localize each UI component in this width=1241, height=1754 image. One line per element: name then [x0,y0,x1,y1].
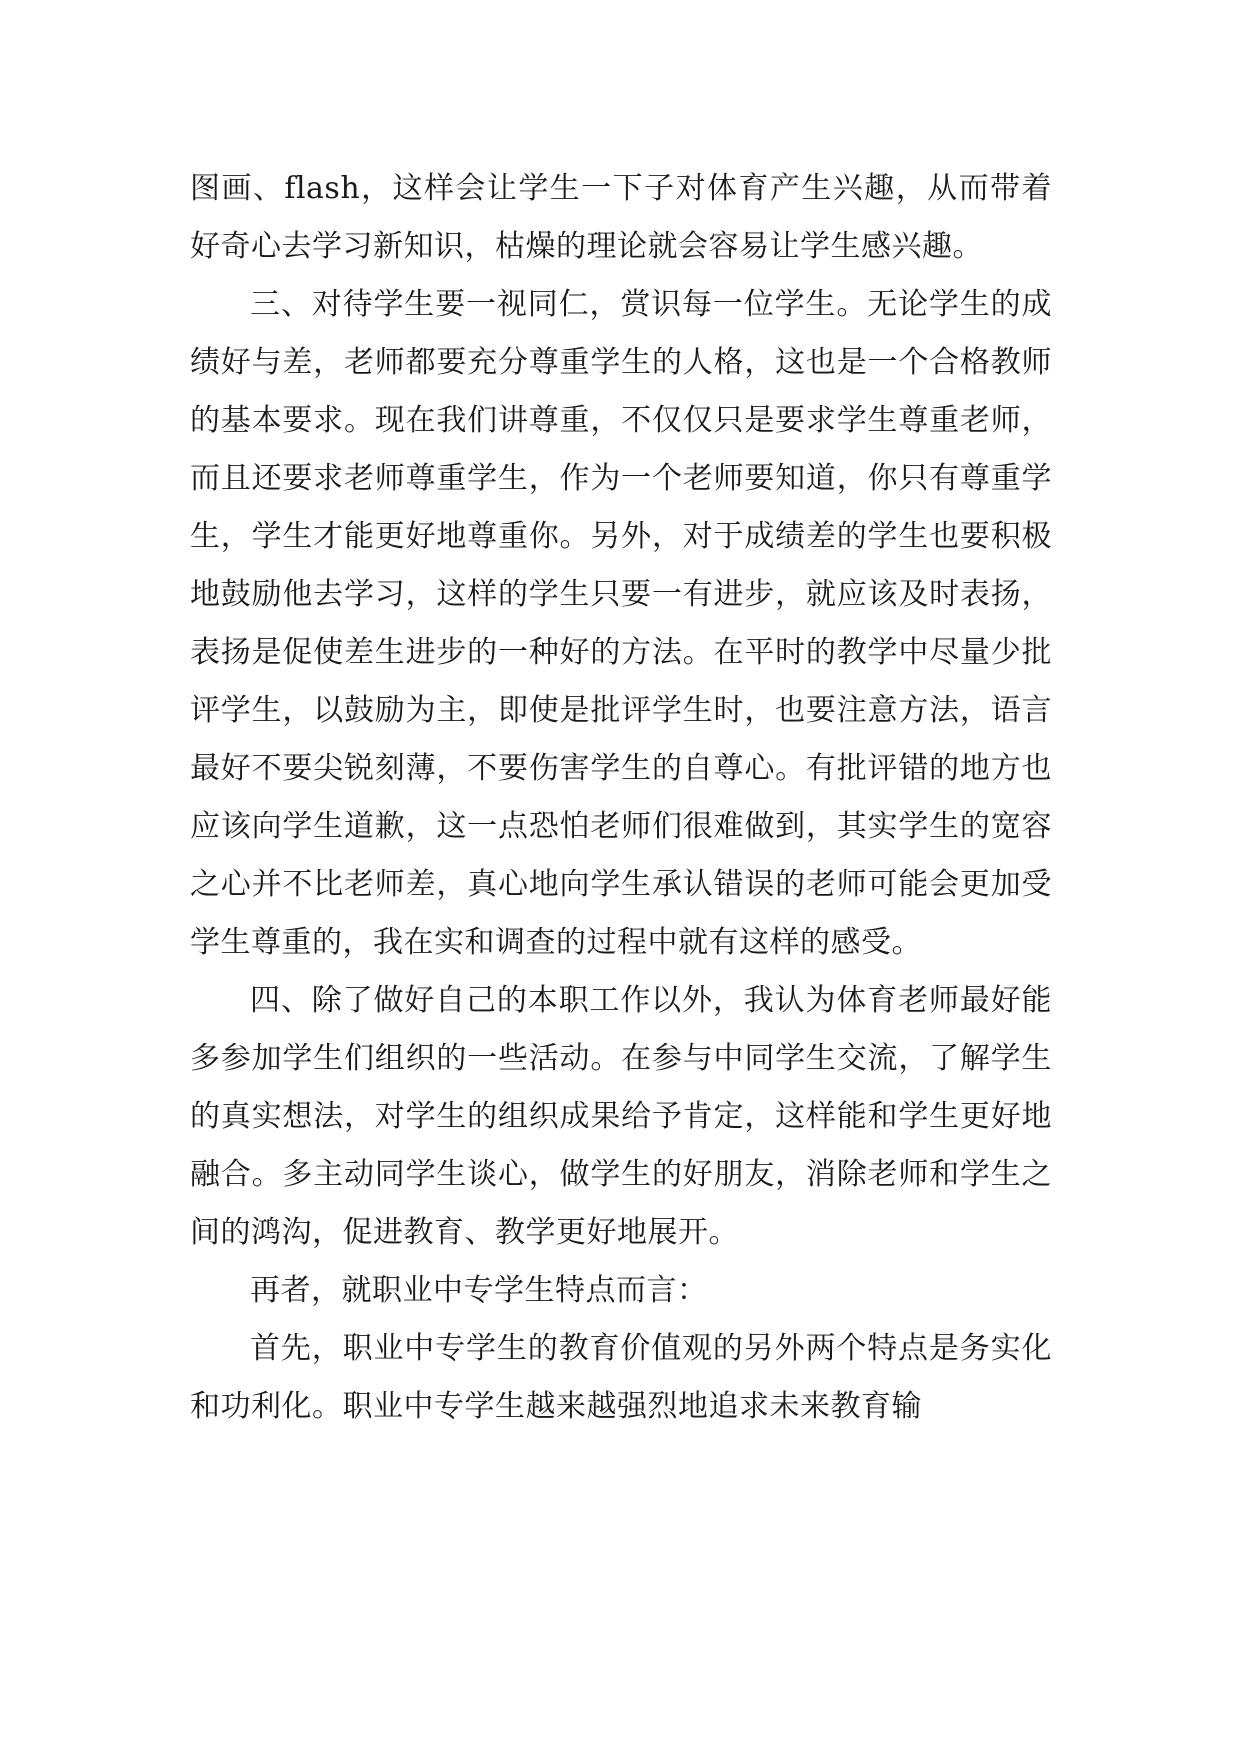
paragraph-point-four: 四、除了做好自己的本职工作以外，我认为体育老师最好能多参加学生们组织的一些活动。在参与中同学生交流，了解学生的真实想法，对学生的组织成果给予肯定，这样能和学生更好地融合。多主动同学生谈心，做学生的好朋友，消除老师和学生之间的鸿沟，促进教育、教学更好地展开。 [190,983,1052,1250]
paragraph-point-three: 三、对待学生要一视同仁，赏识每一位学生。无论学生的成绩好与差，老师都要充分尊重学生的人格，这也是一个合格教师的基本要求。现在我们讲尊重，不仅仅只是要求学生尊重老师，而且还要求老师尊重学生，作为一个老师要知道，你只有尊重学生，学生才能更好地尊重你。另外，对于成绩差的学生也要积极地鼓励他去学习，这样的学生只要一有进步，就应该及时表扬，表扬是促使差生进步的一种好的方法。在平时的教学中尽量少批评学生，以鼓励为主，即使是批评学生时，也要注意方法，语言最好不要尖锐刻薄，不要伤害学生的自尊心。有批评错的地方也应该向学生道歉，这一点恐怕老师们很难做到，其实学生的宽容之心并不比老师差，真心地向学生承认错误的老师可能会更加受学生尊重的，我在实和调查的过程中就有这样的感受。 [190,287,1052,960]
paragraph-continuation: 图画、flash，这样会让学生一下子对体育产生兴趣，从而带着好奇心去学习新知识，枯燥的理论就会容易让学生感兴趣。 [190,171,1052,264]
paragraph-furthermore: 再者，就职业中专学生特点而言： [250,1273,708,1308]
paragraph-first: 首先，职业中专学生的教育价值观的另外两个特点是务实化和功利化。职业中专学生越来越强烈地追求未来教育输 [190,1331,1052,1424]
document-body [190,160,1052,1436]
